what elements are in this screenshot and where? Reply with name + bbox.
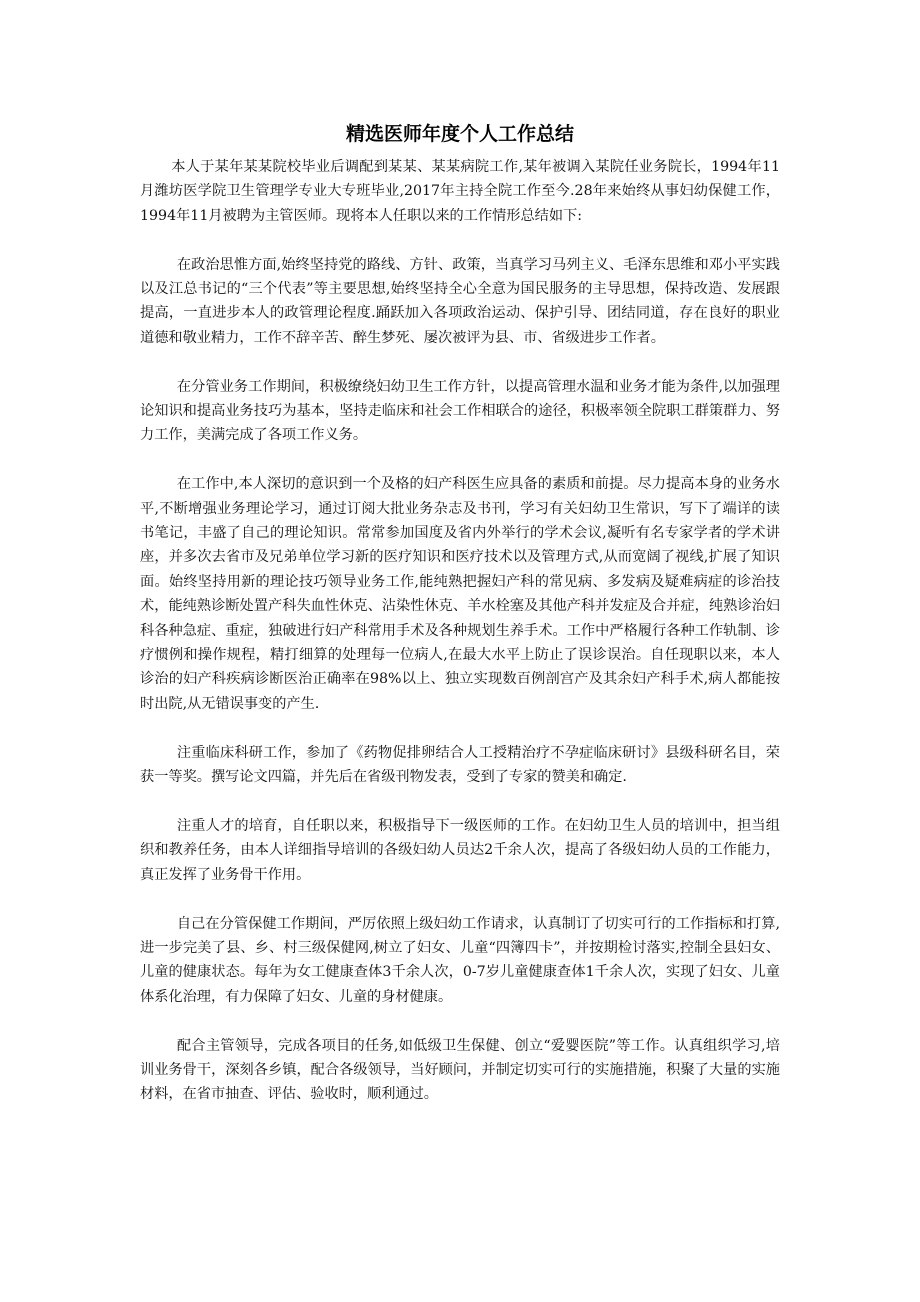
paragraph-intro: 本人于某年某某院校毕业后调配到某某、某某病院工作,某年被调入某院任业务院长，1994年11月潍坊医学院卫生管理学专业大专班毕业,2017年主持全院工作至今.28年来始终从事妇幼保健工作，1994年11月被聘为主管医师。现将本人任职以来的工作情形总结如下: — [140, 159, 780, 224]
paragraph-training: 注重人才的培育，自任职以来，积极指导下一级医师的工作。在妇幼卫生人员的培训中，担当组织和教养任务，由本人详细指导培训的各级妇幼人员达2千余人次，提高了各级妇幼人员的工作能力，真正发挥了业务骨干作用。 — [140, 817, 780, 883]
paragraph-business-management: 在分管业务工作期间，积极缭绕妇幼卫生工作方针，以提高管理水温和业务才能为条件,以加强理论知识和提高业务技巧为基本，坚持走临床和社会工作相联合的途径，积极率领全院职工群策群力、努力工作，美满完成了各项工作义务。 — [140, 378, 780, 444]
paragraph-health-care: 自己在分管保健工作期间，严厉依照上级妇幼工作请求，认真制订了切实可行的工作指标和打算,进一步完美了县、乡、村三级保健网,树立了妇女、儿童“四簿四卡”，并按期检讨落实,控制全县妇女、儿童的健康状态。每年为女工健康查体3千余人次，0-7岁儿童健康查体1千余人次，实现了妇女、儿童体系化治理，有力保障了妇女、儿童的身材健康。 — [140, 915, 780, 1005]
paragraph-research: 注重临床科研工作，参加了《药物促排卵结合人工授精治疗不孕症临床研讨》县级科研名目，荣获一等奖。撰写论文四篇，并先后在省级刊物发表，受到了专家的赞美和确定. — [140, 744, 780, 786]
paragraph-coordination: 配合主管领导，完成各项目的任务,如低级卫生保健、创立“爱婴医院”等工作。认真组织学习,培训业务骨干，深刻各乡镇，配合各级领导，当好顾问，并制定切实可行的实施措施，积聚了大量的实施材料，在省市抽查、评估、验收时，顺利通过。 — [140, 1037, 780, 1103]
document-body — [140, 155, 780, 1107]
paragraph-clinical-work: 在工作中,本人深切的意识到一个及格的妇产科医生应具备的素质和前提。尽力提高本身的业务水平,不断增强业务理论学习，通过订阅大批业务杂志及书刊，学习有关妇幼卫生常识，写下了端详的读书笔记，丰盛了自己的理论知识。常常参加国度及省内外举行的学术会议,凝听有名专家学者的学术讲座，并多次去省市及兄弟单位学习新的医疗知识和医疗技术以及管理方式,从而宽阔了视线,扩展了知识面。始终坚持用新的理论技巧领导业务工作,能纯熟把握妇产科的常见病、多发病及疑难病症的诊治技术，能纯熟诊断处置产科失血性休克、沾染性休克、羊水栓塞及其他产科并发症及合并症，纯熟诊治妇科各种急症、重症，独破进行妇产科常用手术及各种规划生养手术。工作中严格履行各种工作轨制、诊疗惯例和操作规程，精打细算的处理每一位病人,在最大水平上防止了误诊误治。自任现职以来，本人诊治的妇产科疾病诊断医治正确率在98%以上、独立实现数百例剖宫产及其余妇产科手术,病人都能按时出院,从无错误事变的产生. — [140, 476, 781, 712]
document-title: 精选医师年度个人工作总结 — [345, 123, 574, 145]
paragraph-political-thought: 在政治思惟方面,始终坚持党的路线、方针、政策，当真学习马列主义、毛泽东思维和邓小平实践以及江总书记的“三个代表”等主要思想,始终坚持全心全意为国民服务的主导思想，保持改造、发展跟提高，一直进步本人的政管理论程度.踊跃加入各项政治运动、保护引导、团结同道，存在良好的职业道德和敬业精力，工作不辞辛苦、醉生梦死、屡次被评为县、市、省级进步工作者。 — [140, 256, 780, 346]
